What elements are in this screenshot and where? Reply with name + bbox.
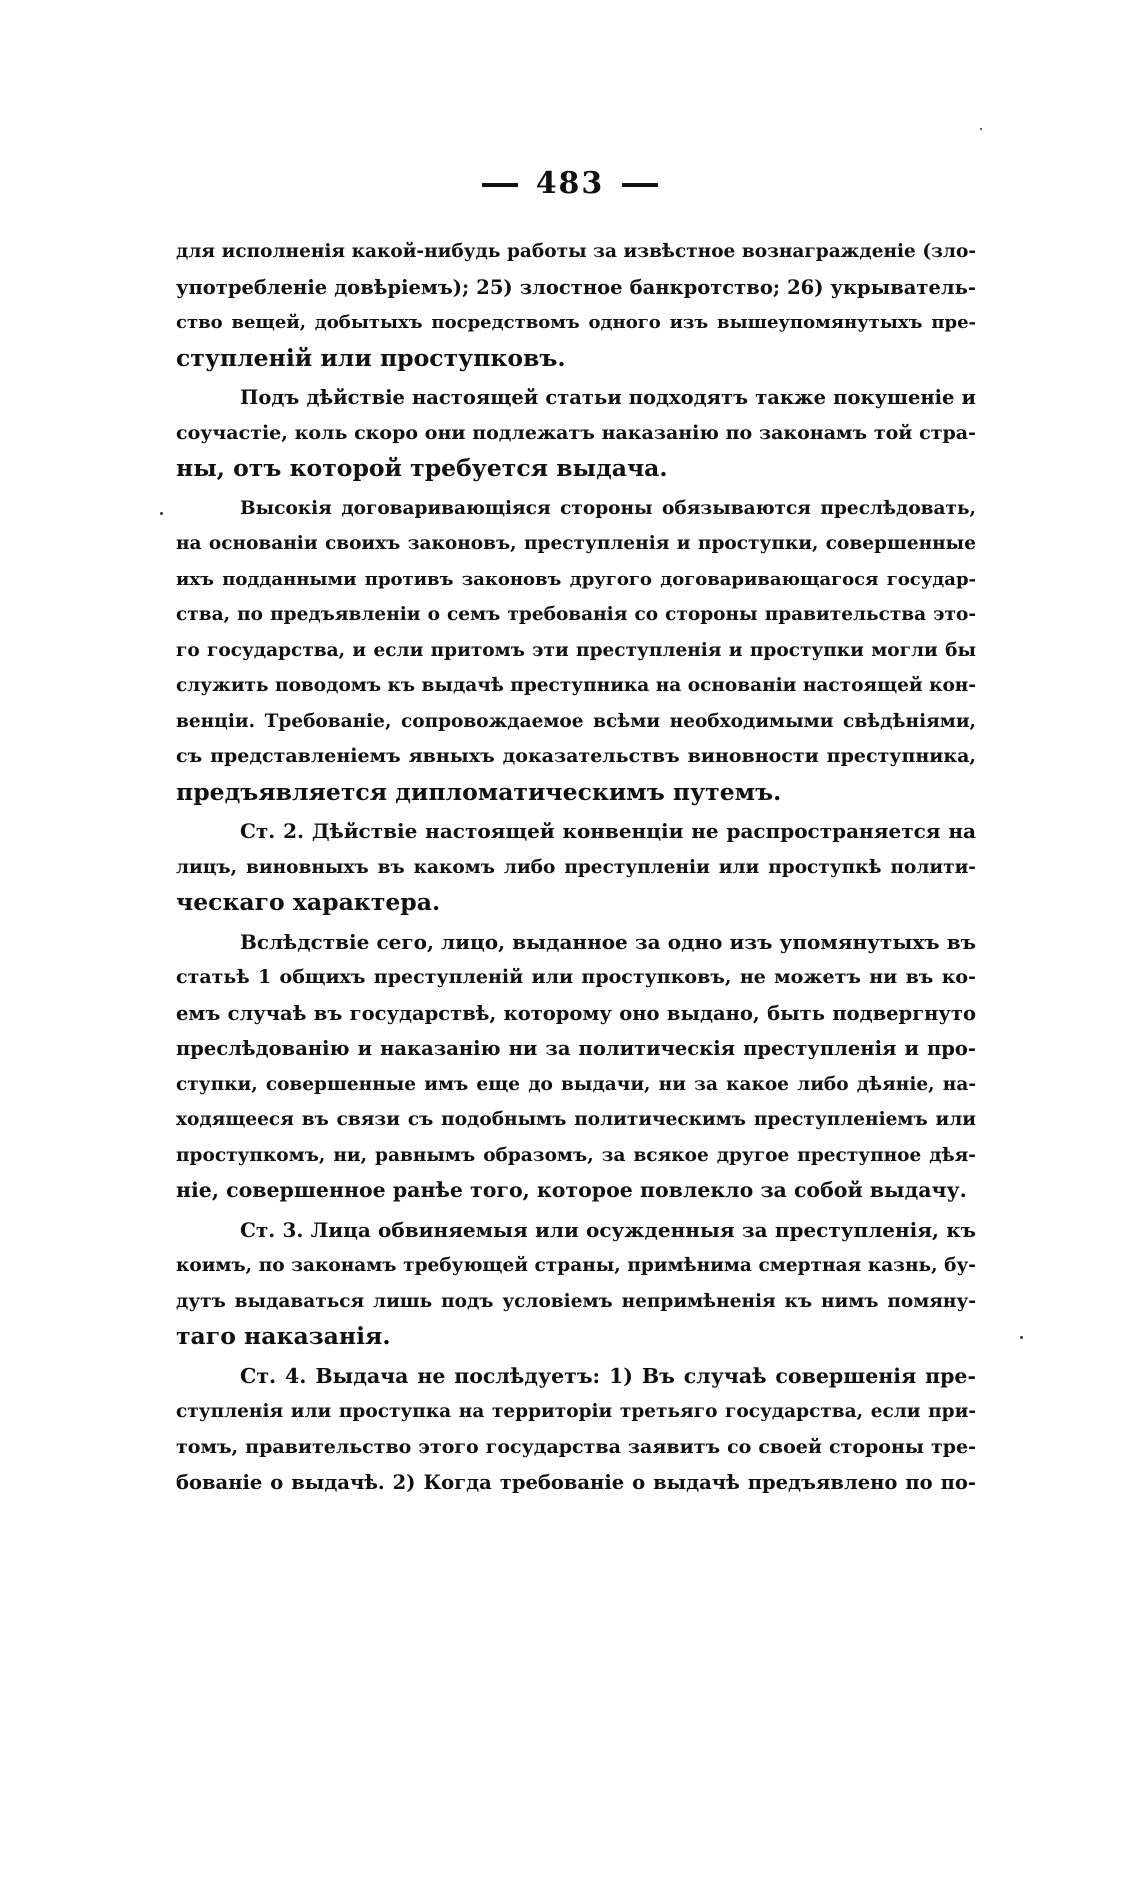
text-line: дутъ выдаваться лишь подъ условіемъ непримѣненія къ нимъ помяну-: [176, 1290, 976, 1312]
text-line: Ст. 4. Выдача не послѣдуетъ: 1) Въ случаѣ совершенія пре-: [240, 1363, 976, 1388]
text-line: Высокія договаривающіяся стороны обязываются преслѣдовать,: [240, 497, 976, 519]
text-line: Вслѣдствіе сего, лицо, выданное за одно изъ упомянутыхъ въ: [240, 929, 976, 954]
paragraph: [176, 925, 976, 1209]
paragraph: [176, 491, 976, 811]
text-line: томъ, правительство этого государства заявитъ со своей стороны тре-: [176, 1435, 976, 1458]
text-line: ческаго характера.: [176, 888, 441, 916]
text-line: ны, отъ которой требуется выдача.: [176, 454, 668, 482]
paragraph-article-4: [176, 1359, 976, 1501]
text-line: Подъ дѣйствіе настоящей статьи подходятъ также покушеніе и: [240, 386, 976, 409]
text-line: Ст. 2. Дѣйствіе настоящей конвенціи не распространяется на: [240, 819, 976, 843]
text-line: предъявляется дипломатическимъ путемъ.: [176, 777, 782, 806]
text-line: Ст. 3. Лица обвиняемыя или осужденныя за преступленія, къ: [240, 1217, 976, 1242]
body-text: [176, 234, 976, 1501]
text-line: ніе, совершенное ранѣе того, которое повлекло за собой выдачу.: [176, 1178, 967, 1202]
text-line: преслѣдованію и наказанію ни за политическія преступленія и про-: [176, 1037, 976, 1060]
text-line: лицъ, виновныхъ въ какомъ либо преступленіи или проступкѣ полити-: [176, 856, 976, 878]
page-number: 483: [535, 166, 605, 201]
paragraph-article-2: [176, 814, 976, 921]
text-line: ступленія или проступка на территоріи третьяго государства, если при-: [176, 1401, 976, 1422]
paragraph: [176, 234, 976, 376]
text-line: венціи. Требованіе, сопровождаемое всѣми необходимыми свѣдѣніями,: [176, 710, 976, 732]
text-line: ступленій или проступковъ.: [176, 343, 566, 372]
text-line: проступкомъ, ни, равнымъ образомъ, за всякое другое преступное дѣя-: [176, 1144, 976, 1166]
text-line: коимъ, по законамъ требующей страны, примѣнима смертная казнь, бу-: [176, 1255, 976, 1276]
text-line: употребленіе довѣріемъ); 25) злостное банкротство; 26) укрыватель-: [176, 275, 976, 299]
left-dash: [482, 183, 518, 187]
text-line: статьѣ 1 общихъ преступленій или проступковъ, не можетъ ни въ ко-: [176, 966, 976, 988]
text-line: ходящееся въ связи съ подобнымъ политическимъ преступленіемъ или: [176, 1109, 976, 1130]
scan-speck: [1020, 1336, 1023, 1339]
text-line: съ представленіемъ явныхъ доказательствъ виновности преступника,: [176, 745, 976, 767]
text-line: емъ случаѣ въ государствѣ, которому оно выдано, быть подвергнуто: [176, 1001, 976, 1025]
text-line: на основаніи своихъ законовъ, преступленія и проступки, совершенные: [176, 533, 976, 554]
scan-speck: [160, 512, 163, 515]
paragraph-article-3: [176, 1213, 976, 1355]
text-line: таго наказанія.: [176, 1322, 391, 1350]
text-line: соучастіе, коль скоро они подлежатъ наказанію по законамъ той стра-: [176, 421, 976, 444]
text-line: бованіе о выдачѣ. 2) Когда требованіе о выдачѣ предъявлено по по-: [176, 1471, 976, 1494]
text-line: служить поводомъ къ выдачѣ преступника на основаніи настоящей кон-: [176, 675, 976, 696]
paragraph: [176, 380, 976, 487]
text-line: ихъ подданными противъ законовъ другого договаривающагося государ-: [176, 568, 976, 590]
right-dash: [622, 183, 658, 187]
text-line: ступки, совершенные имъ еще до выдачи, ни за какое либо дѣяніе, на-: [176, 1073, 976, 1095]
text-line: го государства, и если притомъ эти преступленія и проступки могли бы: [176, 639, 976, 661]
text-line: ство вещей, добытыхъ посредствомъ одного изъ вышеупомянутыхъ пре-: [176, 312, 976, 333]
text-line: для исполненія какой-нибудь работы за извѣстное вознагражденіе (зло-: [176, 241, 976, 262]
scan-speck: [980, 128, 982, 130]
text-line: ства, по предъявленіи о семъ требованія со стороны правительства это-: [176, 604, 976, 625]
page-number-header: [0, 166, 1140, 201]
